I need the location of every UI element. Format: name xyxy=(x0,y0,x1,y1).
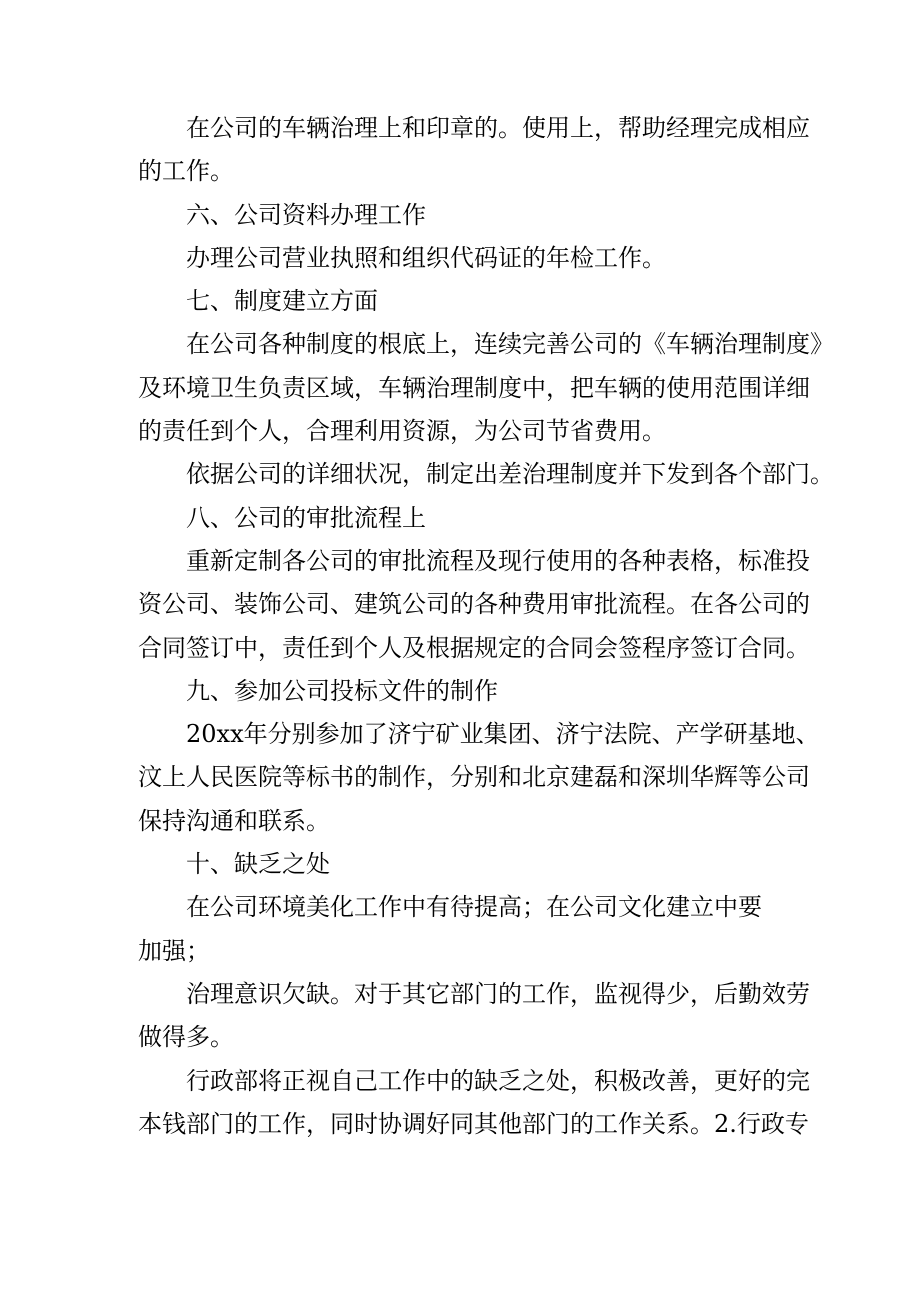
paragraph-line: 重新定制各公司的审批流程及现行使用的各种表格，标准投 xyxy=(186,546,810,575)
paragraph-line: 行政部将正视自己工作中的缺乏之处，积极改善，更好的完 xyxy=(186,1066,810,1095)
paragraph-line: 保持沟通和联系。 xyxy=(138,806,330,835)
paragraph-line: 汶上人民医院等标书的制作，分别和北京建磊和深圳华辉等公司 xyxy=(138,763,810,792)
section-heading: 八、公司的审批流程上 xyxy=(186,503,426,532)
paragraph-line: 加强； xyxy=(138,936,210,965)
paragraph-line: 治理意识欠缺。对于其它部门的工作，监视得少，后勤效劳 xyxy=(186,979,810,1008)
paragraph-line: 及环境卫生负责区域，车辆治理制度中，把车辆的使用范围详细 xyxy=(138,373,810,402)
section-heading: 七、制度建立方面 xyxy=(186,287,378,316)
paragraph-line: 在公司环境美化工作中有待提高；在公司文化建立中要 xyxy=(186,893,762,922)
paragraph-line: 20xx年分别参加了济宁矿业集团、济宁法院、产学研基地、 xyxy=(186,720,820,749)
paragraph-line: 的责任到个人，合理利用资源，为公司节省费用。 xyxy=(138,417,666,446)
section-heading: 六、公司资料办理工作 xyxy=(186,200,426,229)
document-body xyxy=(138,107,834,1146)
paragraph-line: 合同签订中，责任到个人及根据规定的合同会签程序签订合同。 xyxy=(138,633,810,662)
paragraph-line: 的工作。 xyxy=(138,157,234,186)
paragraph-line: 做得多。 xyxy=(138,1023,234,1052)
paragraph-line: 资公司、装饰公司、建筑公司的各种费用审批流程。在各公司的 xyxy=(138,590,810,619)
section-heading: 十、缺乏之处 xyxy=(186,850,330,879)
paragraph-line: 依据公司的详细状况，制定出差治理制度并下发到各个部门。 xyxy=(186,460,834,489)
paragraph-line: 本钱部门的工作，同时协调好同其他部门的工作关系。2.行政专 xyxy=(138,1109,809,1138)
section-heading: 九、参加公司投标文件的制作 xyxy=(186,676,498,705)
paragraph-line: 在公司的车辆治理上和印章的。使用上，帮助经理完成相应 xyxy=(186,114,810,142)
paragraph-line: 办理公司营业执照和组织代码证的年检工作。 xyxy=(186,243,666,272)
paragraph-line: 在公司各种制度的根底上，连续完善公司的《车辆治理制度》 xyxy=(186,330,834,359)
